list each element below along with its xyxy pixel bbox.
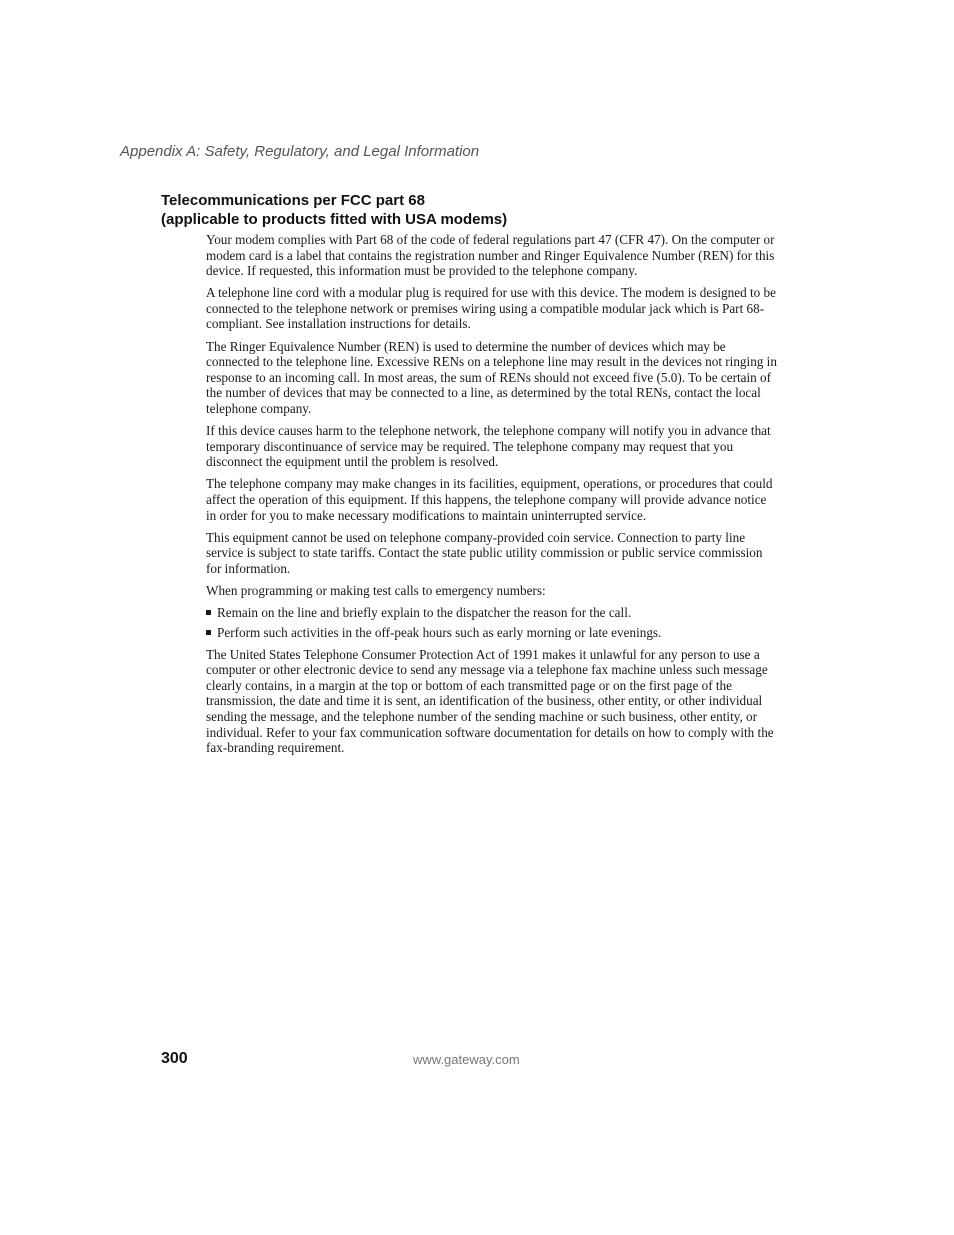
list-item: [206, 625, 778, 641]
running-header: Appendix A: Safety, Regulatory, and Legal Information: [120, 143, 480, 160]
paragraph-tcpa: The United States Telephone Consumer Protection Act of 1991 makes it unlawful for any person to use a computer or other electronic device to send any message via a telephone fax machine unless such message clearly contains, in a margin at the top or bottom of each transmitted page or on the first page of the transmission, the date and time it is sent, an identification of the business, other entity, or other individual sending the message, and the telephone number of the sending machine or such business, other entity, or individual. Refer to your fax communication software documentation for details on how to comply with the fax-branding requirement.: [206, 646, 774, 756]
paragraph-network-harm: If this device causes harm to the telephone network, the telephone company will notify you in advance that temporary discontinuance of service may be required. The telephone company may request that you disconnect the equipment until the problem is resolved.: [206, 423, 771, 470]
square-bullet-icon: [206, 610, 211, 615]
paragraph-ren: The Ringer Equivalence Number (REN) is used to determine the number of devices which may be connected to the telephone line. Excessive RENs on a telephone line may result in the devices not ringing in response to an incoming call. In most areas, the sum of RENs should not exceed five (5.0). To be certain of the number of devices that may be connected to a line, as determined by the total RENs, contact the local telephone company.: [206, 338, 777, 416]
list-item: [206, 605, 778, 621]
section-title: [161, 191, 507, 229]
paragraph-emergency-intro: When programming or making test calls to emergency numbers:: [206, 582, 546, 598]
paragraph-line-cord: A telephone line cord with a modular plug is required for use with this device. The modem is designed to be connected to the telephone network or premises wiring using a compatible modular jack which is Part 68-compliant. See installation instructions for details.: [206, 285, 776, 332]
page-number: 300: [161, 1050, 188, 1067]
square-bullet-icon: [206, 630, 211, 635]
bullet-text: Remain on the line and briefly explain to the dispatcher the reason for the call.: [217, 604, 632, 620]
bullet-text: Perform such activities in the off-peak hours such as early morning or late evenings.: [217, 624, 662, 640]
paragraph-part68-compliance: Your modem complies with Part 68 of the code of federal regulations part 47 (CFR 47). On the computer or modem card is a label that contains the registration number and Ringer Equivalence Number (REN) for this device. If requested, this information must be provided to the telephone company.: [206, 232, 775, 279]
paragraph-company-changes: The telephone company may make changes in its facilities, equipment, operations, or procedures that could affect the operation of this equipment. If this happens, the telephone company will provide advance notice in order for you to make necessary modifications to maintain uninterrupted service.: [206, 476, 773, 523]
footer-url: www.gateway.com: [413, 1052, 520, 1067]
paragraph-coin-service: This equipment cannot be used on telephone company-provided coin service. Connection to party line service is subject to state tariffs. Contact the state public utility commission or public service commission for information.: [206, 529, 763, 576]
emergency-bullet-list: [206, 605, 778, 640]
body-text: [206, 232, 778, 762]
section-title-line-2: (applicable to products fitted with USA modems): [161, 211, 508, 228]
section-title-line-1: Telecommunications per FCC part 68: [161, 192, 425, 209]
